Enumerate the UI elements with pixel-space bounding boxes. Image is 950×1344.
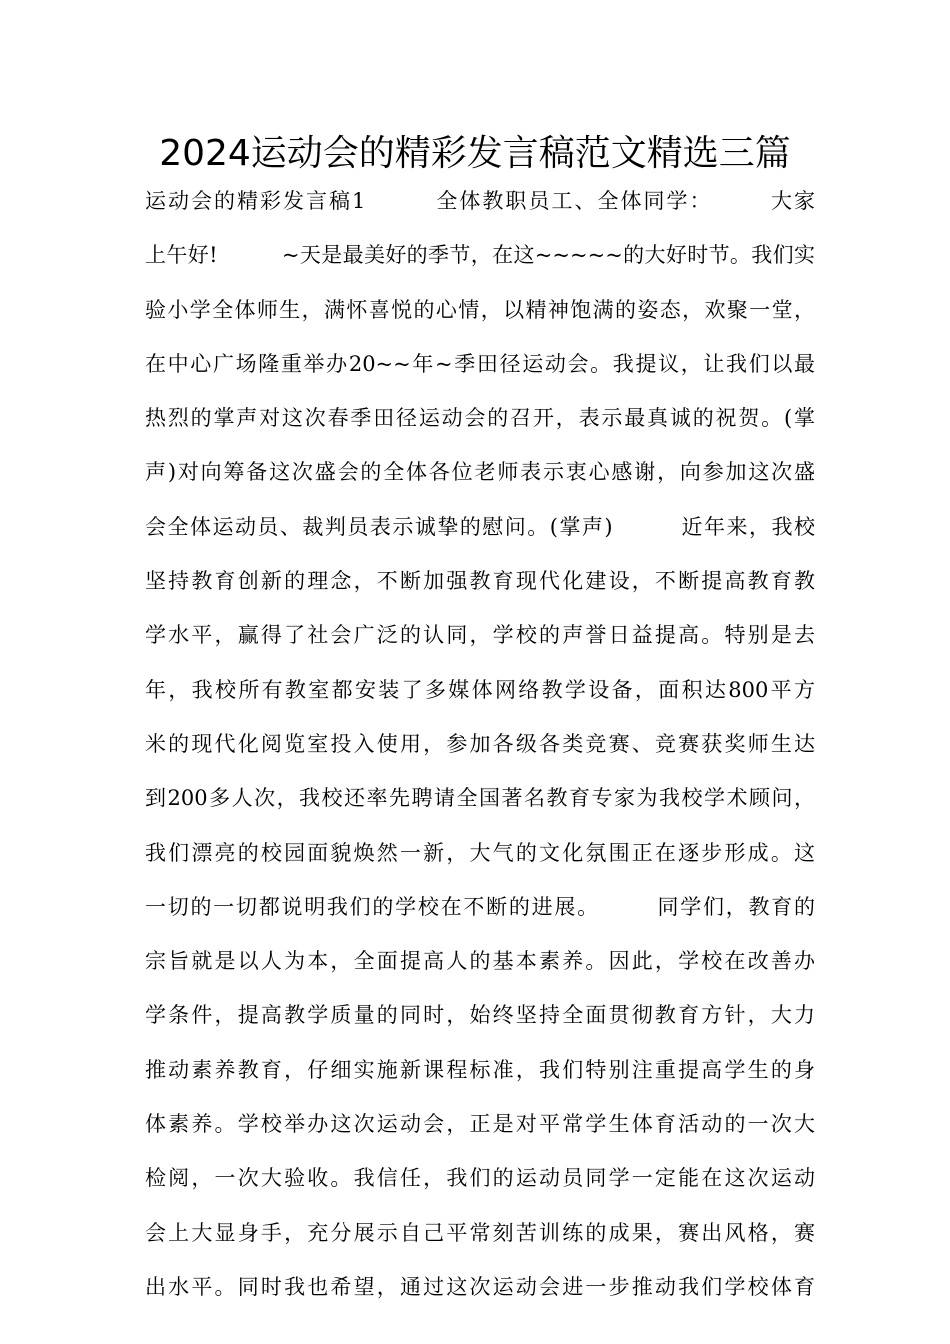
document-body	[145, 181, 815, 1321]
document-title: 2024运动会的精彩发言稿范文精选三篇	[159, 133, 791, 174]
body-line: 会全体运动员、裁判员表示诚挚的慰问。(掌声) 近年来，我校	[145, 514, 815, 539]
body-line: 我们漂亮的校园面貌焕然一新，大气的文化氛围正在逐步形成。这	[145, 840, 815, 865]
body-line: 热烈的掌声对这次春季田径运动会的召开，表示最真诚的祝贺。(掌	[145, 406, 815, 431]
body-line: 上午好! ~天是最美好的季节，在这~~~~~的大好时节。我们实	[145, 243, 815, 268]
body-line: 学水平，赢得了社会广泛的认同，学校的声誉日益提高。特别是去	[145, 623, 815, 648]
body-line: 出水平。同时我也希望，通过这次运动会进一步推动我们学校体育	[145, 1274, 815, 1299]
body-line: 运动会的精彩发言稿1 全体教职员工、全体同学： 大家	[145, 189, 815, 213]
body-line: 推动素养教育，仔细实施新课程标准，我们特别注重提高学生的身	[145, 1057, 815, 1082]
body-line: 一切的一切都说明我们的学校在不断的进展。 同学们，教育的	[145, 894, 815, 919]
body-line: 检阅，一次大验收。我信任，我们的运动员同学一定能在这次运动	[145, 1166, 815, 1191]
body-line: 会上大显身手，充分展示自己平常刻苦训练的成果，赛出风格，赛	[145, 1220, 815, 1245]
body-line: 验小学全体师生，满怀喜悦的心情，以精神饱满的姿态，欢聚一堂，	[145, 297, 815, 322]
body-line: 宗旨就是以人为本，全面提高人的基本素养。因此，学校在改善办	[145, 949, 815, 974]
body-line: 学条件，提高教学质量的同时，始终坚持全面贯彻教育方针，大力	[145, 1003, 815, 1028]
body-line: 坚持教育创新的理念，不断加强教育现代化建设，不断提高教育教	[145, 569, 815, 594]
body-line: 在中心广场隆重举办20~~年~季田径运动会。我提议，让我们以最	[145, 351, 815, 376]
body-line: 声)对向筹备这次盛会的全体各位老师表示衷心感谢，向参加这次盛	[145, 460, 815, 485]
body-line: 到200多人次，我校还率先聘请全国著名教育专家为我校学术顾问，	[145, 786, 815, 811]
body-line: 年，我校所有教室都安装了多媒体网络教学设备，面积达800平方	[145, 677, 815, 702]
body-line: 体素养。学校举办这次运动会，正是对平常学生体育活动的一次大	[145, 1112, 815, 1137]
body-line: 米的现代化阅览室投入使用，参加各级各类竞赛、竞赛获奖师生达	[145, 731, 815, 756]
